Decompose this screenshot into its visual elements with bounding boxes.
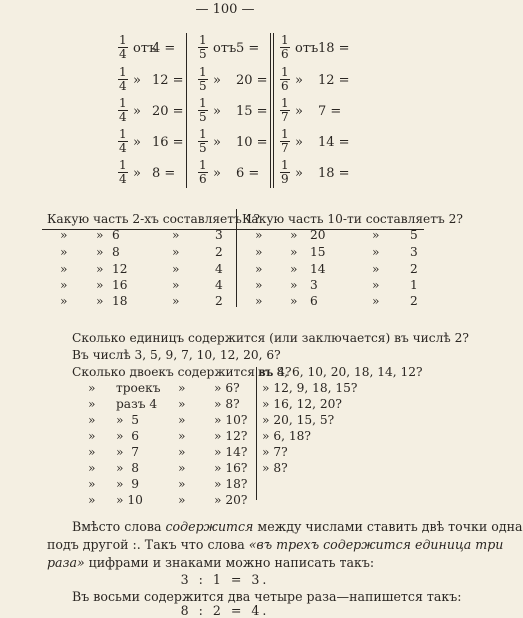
part-table-cell: »: [372, 228, 380, 242]
part-table-cell: 2: [410, 262, 418, 276]
part-table-right-header: Какую часть 10-ти составляетъ 2?: [242, 212, 463, 226]
fraction-denominator: 5: [199, 79, 207, 93]
part-table-cell: »: [172, 262, 180, 276]
question-row-col-b: » 6: [116, 429, 139, 443]
part-table-cell: 18: [112, 294, 128, 308]
part-table-cell: »: [255, 294, 263, 308]
fraction-denominator: 4: [119, 79, 127, 93]
fraction: [280, 34, 290, 61]
fraction-numerator: 1: [119, 33, 127, 47]
question-row-col-d: » 18?: [214, 477, 248, 491]
part-table-cell: 3: [310, 278, 318, 292]
fraction-numerator: 1: [281, 158, 289, 172]
fraction-denominator: 6: [281, 47, 289, 61]
part-table-cell: »: [60, 278, 68, 292]
part-table-cell: 14: [310, 262, 326, 276]
question-row-col-a: »: [88, 397, 96, 411]
question-row-col-c: »: [178, 461, 186, 475]
part-table-cell: »: [96, 245, 104, 259]
part-table-cell: »: [372, 278, 380, 292]
paragraph-line-3: [47, 555, 374, 570]
question-row-col-b: » 8: [116, 461, 139, 475]
part-table-cell: 15: [310, 245, 326, 259]
fraction-value: 8 =: [152, 166, 176, 181]
part-table-cell: 2: [410, 294, 418, 308]
fraction-word: »: [295, 104, 303, 119]
part-table-cell: »: [60, 228, 68, 242]
fraction: [118, 34, 128, 61]
line1-italic: содержится: [165, 519, 254, 534]
fraction-value: 16 =: [152, 135, 184, 150]
part-table-cell: 6: [310, 294, 318, 308]
part-table-cell: »: [96, 294, 104, 308]
fraction-denominator: 5: [199, 47, 207, 61]
fraction: [280, 66, 290, 93]
question-row-col-c: »: [178, 429, 186, 443]
fraction-value: 7 =: [318, 104, 342, 119]
part-table-cell: 3: [410, 245, 418, 259]
question-1: Сколько единицъ содержится (или заключается) въ числѣ 2?: [72, 331, 469, 345]
fraction-word: отъ: [133, 41, 157, 56]
fraction-value: 15 =: [236, 104, 268, 119]
fraction-denominator: 4: [119, 47, 127, 61]
fraction: [198, 66, 208, 93]
fraction-denominator: 4: [119, 172, 127, 186]
part-table-cell: 2: [215, 245, 223, 259]
question-row-col-e: » 7?: [262, 445, 288, 459]
question-row-col-b: троекъ: [116, 381, 161, 395]
part-table-cell: »: [172, 245, 180, 259]
part-table-cell: 20: [310, 228, 326, 242]
fraction-value: 18 =: [318, 166, 350, 181]
fraction-denominator: 6: [199, 172, 207, 186]
fraction-numerator: 1: [199, 96, 207, 110]
fraction-numerator: 1: [119, 65, 127, 79]
fraction: [118, 66, 128, 93]
question-row-col-d: » 14?: [214, 445, 248, 459]
fraction-word: »: [295, 166, 303, 181]
fraction-word: »: [133, 73, 141, 88]
fraction-word: »: [213, 166, 221, 181]
question-row-col-b: » 7: [116, 445, 139, 459]
fraction-numerator: 1: [119, 158, 127, 172]
fraction-value: 20 =: [236, 73, 268, 88]
part-table-cell: »: [60, 245, 68, 259]
part-table-cell: »: [290, 262, 298, 276]
question-row-col-a: »: [88, 461, 96, 475]
question-row-col-e: » 6, 18?: [262, 429, 311, 443]
part-table-cell: 1: [410, 278, 418, 292]
part-table-cell: 12: [112, 262, 128, 276]
fraction-value: 6 =: [236, 166, 260, 181]
question-row-col-b: » 5: [116, 413, 139, 427]
part-table-cell: »: [290, 278, 298, 292]
question-row-col-a: »: [88, 445, 96, 459]
part-table-cell: »: [290, 245, 298, 259]
question-row-col-d: » 20?: [214, 493, 248, 507]
part-table-cell: »: [60, 294, 68, 308]
question-row-col-c: »: [178, 413, 186, 427]
part-table-cell: 6: [112, 228, 120, 242]
fraction-word: »: [295, 135, 303, 150]
part-table-cell: 5: [410, 228, 418, 242]
fraction-numerator: 1: [281, 65, 289, 79]
fraction: [118, 159, 128, 186]
fraction-numerator: 1: [119, 127, 127, 141]
part-table-divider: [236, 209, 237, 307]
fraction-numerator: 1: [281, 127, 289, 141]
part-table-cell: 3: [215, 228, 223, 242]
line3-italic: раза»: [47, 555, 85, 570]
fraction-value: 18 =: [318, 41, 350, 56]
part-table-cell: »: [290, 294, 298, 308]
fraction-word: »: [133, 135, 141, 150]
question-row-col-a: »: [88, 429, 96, 443]
question-row-col-d: » 12?: [214, 429, 248, 443]
line2-text-a: подъ другой :. Такъ что слова: [47, 537, 249, 552]
question-row-col-b: » 9: [116, 477, 139, 491]
part-table-cell: 16: [112, 278, 128, 292]
part-table-cell: »: [372, 294, 380, 308]
question-row-col-e: » 20, 15, 5?: [262, 413, 335, 427]
fraction: [280, 128, 290, 155]
fraction: [118, 128, 128, 155]
part-table-cell: »: [290, 228, 298, 242]
formula-2: 8 : 2 = 4.: [180, 603, 270, 618]
part-table-cell: »: [60, 262, 68, 276]
question-row-col-e: » 8?: [262, 461, 288, 475]
part-table-cell: 8: [112, 245, 120, 259]
fraction-numerator: 1: [119, 96, 127, 110]
fraction-value: 10 =: [236, 135, 268, 150]
question-row-col-c: »: [178, 493, 186, 507]
question-divider: [256, 367, 257, 500]
question-row-col-e: » 12, 9, 18, 15?: [262, 381, 358, 395]
fraction-word: »: [295, 73, 303, 88]
question-row-col-d: » 8?: [214, 397, 240, 411]
part-table-cell: »: [255, 228, 263, 242]
question-row-col-b: » 10: [116, 493, 143, 507]
part-table-cell: »: [96, 228, 104, 242]
fraction: [198, 97, 208, 124]
fraction-denominator: 5: [199, 141, 207, 155]
line3-text-b: цифрами и знаками можно написать такъ:: [84, 555, 375, 570]
part-table-cell: »: [96, 278, 104, 292]
fraction-word: отъ: [295, 41, 319, 56]
fraction-value: 12 =: [152, 73, 184, 88]
question-row-col-b: разъ 4: [116, 397, 158, 411]
fraction-table-divider-2: [270, 33, 271, 188]
page-number: — 100 —: [195, 2, 255, 17]
paragraph-line-2: [47, 537, 503, 552]
part-table-cell: »: [172, 294, 180, 308]
question-row-col-a: »: [88, 413, 96, 427]
fraction: [118, 97, 128, 124]
line1-text-a: Вмѣсто слова: [72, 519, 166, 534]
fraction: [198, 128, 208, 155]
question-row-col-c: »: [178, 381, 186, 395]
fraction-value: 12 =: [318, 73, 350, 88]
fraction-value: 20 =: [152, 104, 184, 119]
question-3-right: въ 8, 6, 10, 20, 18, 14, 12?: [258, 365, 423, 379]
question-3: Сколько двоекъ содержится въ 4?: [72, 365, 292, 379]
fraction: [280, 159, 290, 186]
fraction-denominator: 4: [119, 141, 127, 155]
fraction: [280, 97, 290, 124]
question-row-col-e: » 16, 12, 20?: [262, 397, 342, 411]
fraction-denominator: 6: [281, 79, 289, 93]
fraction-word: »: [213, 73, 221, 88]
fraction-numerator: 1: [281, 33, 289, 47]
fraction-value: 4 =: [152, 41, 176, 56]
part-table-cell: »: [372, 262, 380, 276]
question-row-col-d: » 6?: [214, 381, 240, 395]
question-row-col-a: »: [88, 493, 96, 507]
fraction-denominator: 4: [119, 110, 127, 124]
part-table-cell: »: [372, 245, 380, 259]
part-table-cell: »: [96, 262, 104, 276]
part-table-left-header: Какую часть 2-хъ составляетъ 1?: [47, 212, 260, 226]
question-row-col-a: »: [88, 381, 96, 395]
line1-text-b: между числами ставить двѣ точки одна: [253, 519, 523, 534]
part-table-cell: »: [255, 262, 263, 276]
fraction-numerator: 1: [199, 65, 207, 79]
fraction-denominator: 7: [281, 110, 289, 124]
fraction-denominator: 5: [199, 110, 207, 124]
part-table-cell: »: [172, 278, 180, 292]
line2-italic: «въ трехъ содержится единица три: [248, 537, 504, 552]
fraction-word: »: [213, 135, 221, 150]
part-table-cell: 4: [215, 262, 223, 276]
fraction-table-divider-1: [186, 33, 187, 188]
fraction-denominator: 9: [281, 172, 289, 186]
fraction-numerator: 1: [281, 96, 289, 110]
formula-1: 3 : 1 = 3.: [180, 572, 270, 587]
part-table-cell: 2: [215, 294, 223, 308]
question-row-col-d: » 16?: [214, 461, 248, 475]
fraction: [198, 159, 208, 186]
part-table-cell: »: [255, 245, 263, 259]
paragraph-line-1: [72, 519, 523, 534]
fraction-numerator: 1: [199, 33, 207, 47]
fraction-word: »: [133, 166, 141, 181]
fraction-denominator: 7: [281, 141, 289, 155]
fraction-word: »: [213, 104, 221, 119]
fraction-word: отъ: [213, 41, 237, 56]
fraction-word: »: [133, 104, 141, 119]
fraction-numerator: 1: [199, 127, 207, 141]
fraction: [198, 34, 208, 61]
part-table-cell: 4: [215, 278, 223, 292]
fraction-value: 14 =: [318, 135, 350, 150]
part-table-cell: »: [172, 228, 180, 242]
fraction-numerator: 1: [199, 158, 207, 172]
question-row-col-a: »: [88, 477, 96, 491]
part-table-cell: »: [255, 278, 263, 292]
fraction-value: 5 =: [236, 41, 260, 56]
question-row-col-c: »: [178, 445, 186, 459]
fraction-table-divider-2b: [273, 33, 274, 188]
question-row-col-c: »: [178, 477, 186, 491]
question-2: Въ числѣ 3, 5, 9, 7, 10, 12, 20, 6?: [72, 348, 281, 362]
paragraph-line-4: Въ восьми содержится два четыре раза—напишется такъ:: [72, 589, 462, 604]
question-row-col-c: »: [178, 397, 186, 411]
question-row-col-d: » 10?: [214, 413, 248, 427]
